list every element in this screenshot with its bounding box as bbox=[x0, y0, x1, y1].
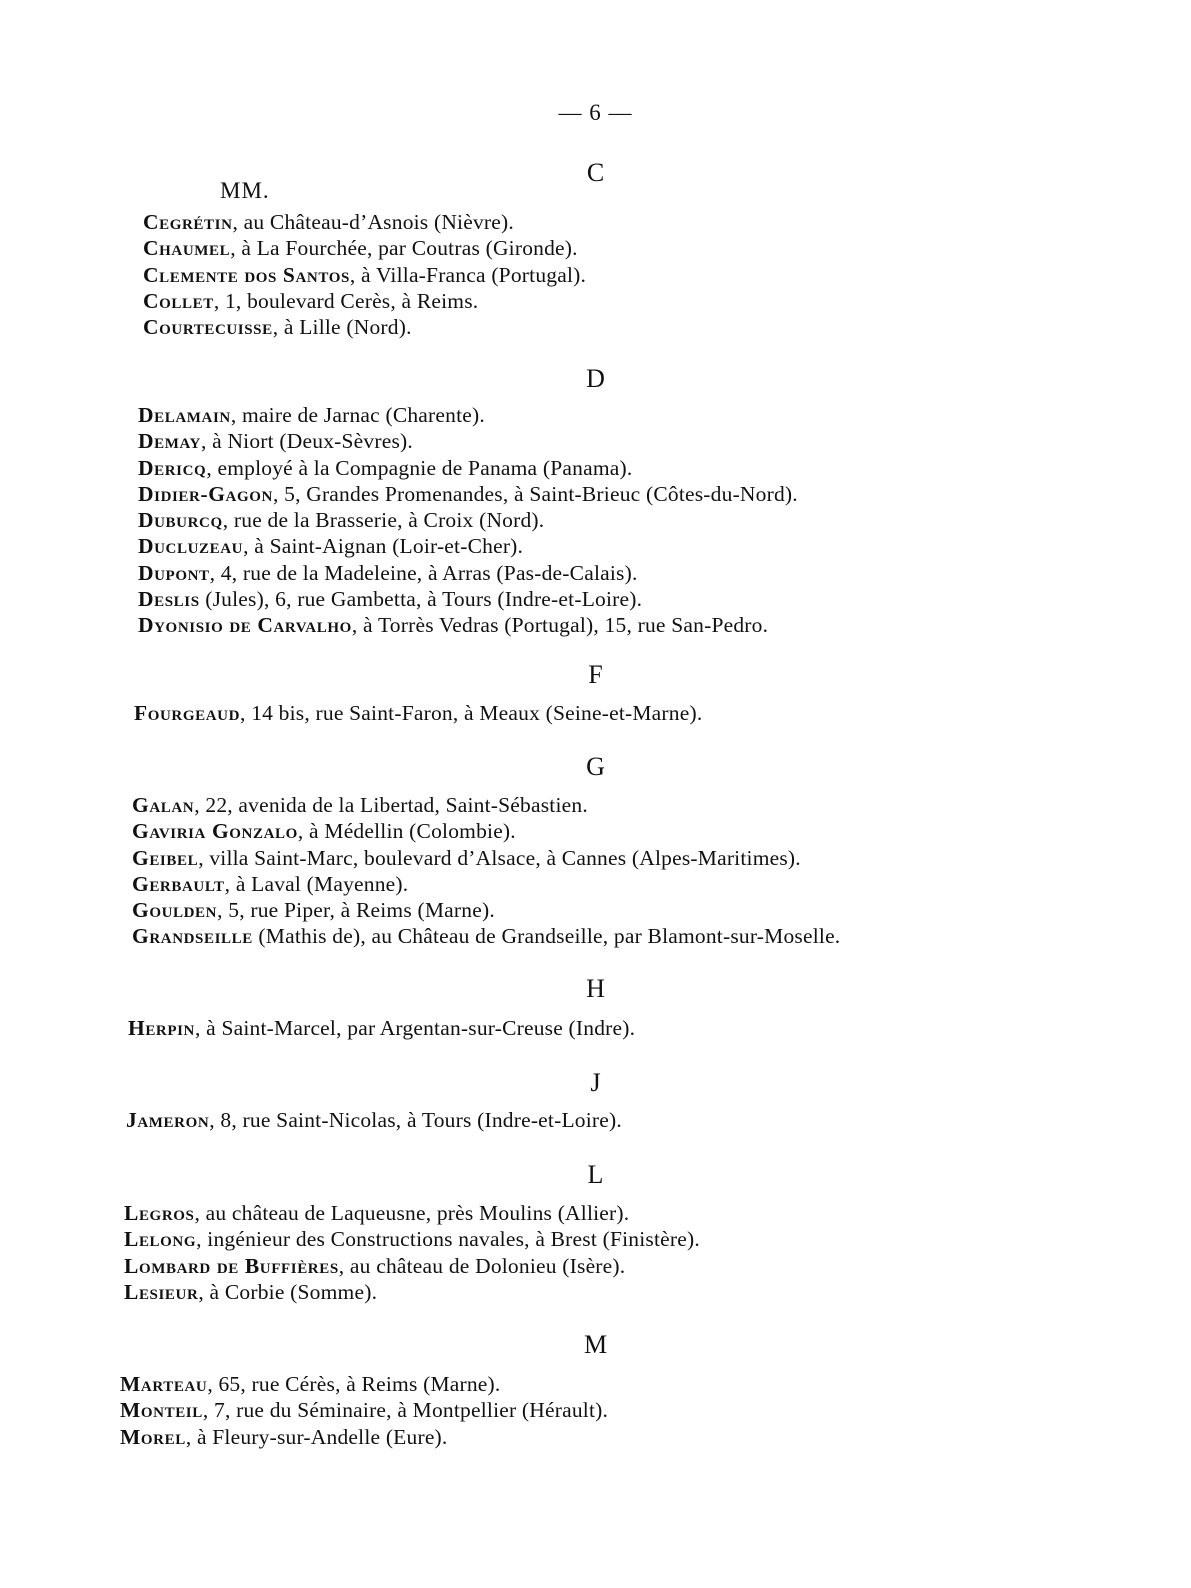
list-item: Marteau, 65, rue Cérès, à Reims (Marne). bbox=[120, 1372, 501, 1396]
list-item: Dupont, 4, rue de la Madeleine, à Arras (Pas-de-Calais). bbox=[138, 560, 638, 585]
list-item: Ducluzeau, à Saint-Aignan (Loir-et-Cher). bbox=[138, 534, 524, 559]
list-item: Monteil, 7, rue du Séminaire, à Montpellier (Hérault). bbox=[120, 1398, 609, 1423]
section-letter-j: J bbox=[590, 1068, 601, 1097]
list-item: Morel, à Fleury-sur-Andelle (Eure). bbox=[120, 1424, 448, 1449]
section-l-entries bbox=[124, 1200, 700, 1305]
list-item: Demay, à Niort (Deux-Sèvres). bbox=[138, 429, 413, 454]
list-item: Duburcq, rue de la Brasserie, à Croix (Nord). bbox=[138, 508, 545, 533]
section-c-entries bbox=[143, 209, 586, 340]
list-item: Collet, 1, boulevard Cerès, à Reims. bbox=[143, 288, 479, 313]
salutation: MM. bbox=[220, 178, 270, 203]
section-j-entries bbox=[126, 1107, 622, 1133]
list-item: Lesieur, à Corbie (Somme). bbox=[124, 1279, 378, 1304]
section-letter-g: G bbox=[586, 752, 605, 781]
section-h-entries bbox=[128, 1015, 635, 1041]
section-g-entries bbox=[132, 792, 840, 950]
list-item: Galan, 22, avenida de la Libertad, Saint-Sébastien. bbox=[132, 793, 588, 817]
list-item: Gerbault, à Laval (Mayenne). bbox=[132, 871, 409, 896]
list-item: Courtecuisse, à Lille (Nord). bbox=[143, 315, 412, 340]
list-item: Lombard de Buffières, au château de Dolonieu (Isère). bbox=[124, 1253, 626, 1278]
list-item: Legros, au château de Laqueusne, près Moulins (Allier). bbox=[124, 1201, 630, 1225]
list-item: Clemente dos Santos, à Villa-Franca (Portugal). bbox=[143, 262, 587, 287]
list-item: Lelong, ingénieur des Constructions navales, à Brest (Finistère). bbox=[124, 1227, 700, 1252]
section-d-entries bbox=[138, 402, 798, 639]
list-item: Deslis (Jules), 6, rue Gambetta, à Tours (Indre-et-Loire). bbox=[138, 587, 643, 612]
section-letter-f: F bbox=[588, 660, 603, 689]
list-item: Gaviria Gonzalo, à Médellin (Colombie). bbox=[132, 819, 516, 844]
section-m-entries bbox=[120, 1371, 608, 1450]
list-item: Goulden, 5, rue Piper, à Reims (Marne). bbox=[132, 898, 495, 923]
section-letter-d: D bbox=[586, 364, 605, 393]
list-item: Herpin, à Saint-Marcel, par Argentan-sur-Creuse (Indre). bbox=[128, 1016, 636, 1040]
list-item: Cegrétin, au Château-d’Asnois (Nièvre). bbox=[143, 210, 514, 234]
list-item: Dericq, employé à la Compagnie de Panama (Panama). bbox=[138, 455, 633, 480]
section-letter-m: M bbox=[583, 1330, 608, 1359]
section-letter-l: L bbox=[587, 1160, 604, 1189]
section-letter-c: C bbox=[586, 158, 605, 187]
page-number: — 6 — bbox=[558, 100, 633, 125]
list-item: Chaumel, à La Fourchée, par Coutras (Gironde). bbox=[143, 236, 578, 261]
list-item: Grandseille (Mathis de), au Château de Grandseille, par Blamont-sur-Moselle. bbox=[132, 924, 841, 949]
list-item: Dyonisio de Carvalho, à Torrès Vedras (Portugal), 15, rue San-Pedro. bbox=[138, 613, 769, 638]
list-item: Didier-Gagon, 5, Grandes Promenandes, à Saint-Brieuc (Côtes-du-Nord). bbox=[138, 481, 798, 506]
list-item: Fourgeaud, 14 bis, rue Saint-Faron, à Meaux (Seine-et-Marne). bbox=[134, 701, 703, 725]
list-item: Delamain, maire de Jarnac (Charente). bbox=[138, 403, 485, 427]
list-item: Geibel, villa Saint-Marc, boulevard d’Alsace, à Cannes (Alpes-Maritimes). bbox=[132, 845, 801, 870]
section-f-entries bbox=[134, 700, 702, 726]
section-letter-h: H bbox=[586, 974, 605, 1003]
list-item: Jameron, 8, rue Saint-Nicolas, à Tours (Indre-et-Loire). bbox=[126, 1108, 622, 1132]
